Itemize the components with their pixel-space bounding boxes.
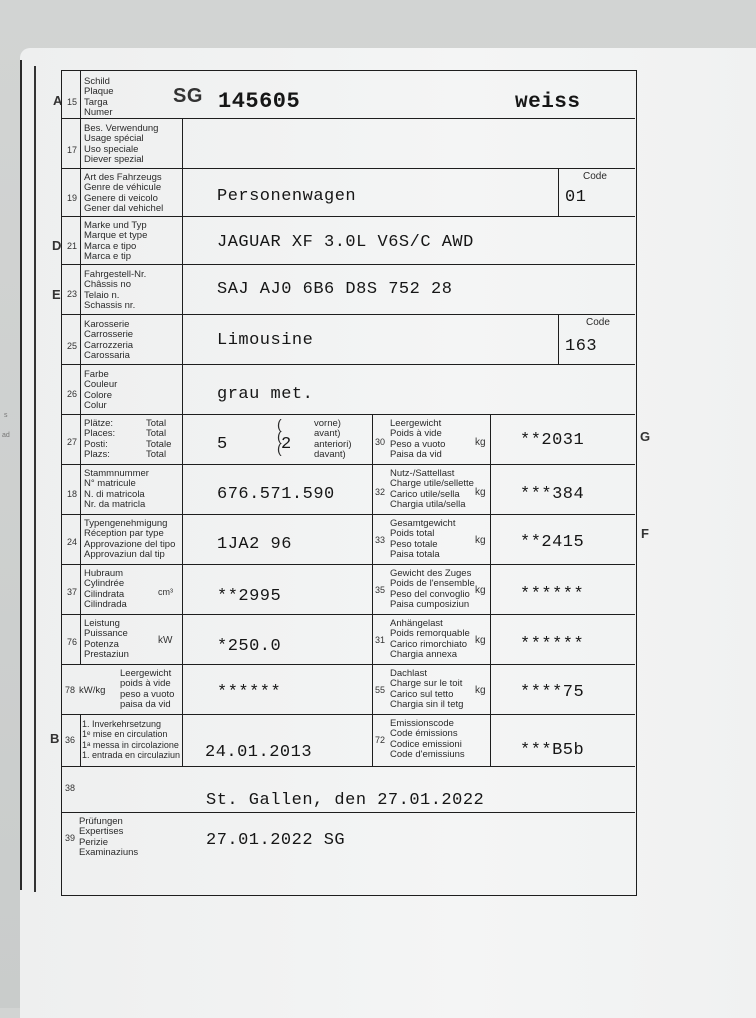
margin-letter-e: E xyxy=(52,287,61,302)
field-label: Gesamtgewicht Poids total Peso totale Paisa totala xyxy=(390,518,456,560)
field-label: Leistung Puissance Potenza Prestaziun xyxy=(84,618,129,660)
field-number: 76 xyxy=(67,637,78,647)
field-label: Schild Plaque Targa Numer xyxy=(84,76,114,118)
code-label: Code xyxy=(586,317,610,328)
color-value: grau met. xyxy=(217,385,314,404)
seats-front-label: vorne) avant) anteriori) davant) xyxy=(314,418,352,460)
unit-label: kg xyxy=(475,635,486,646)
row-plate xyxy=(62,71,635,119)
power-to-weight-value: ****** xyxy=(217,683,282,702)
displacement-value: **2995 xyxy=(217,587,282,606)
row-make-type xyxy=(62,217,635,265)
row-color xyxy=(62,365,635,415)
field-number: 31 xyxy=(375,635,386,645)
field-label: Emissionscode Code émissions Codice emissioni Code d'emissiuns xyxy=(390,718,465,760)
field-number: 38 xyxy=(65,783,76,793)
stray-mark-1: s xyxy=(4,412,8,419)
margin-rule xyxy=(34,66,36,892)
total-weight-value: **2415 xyxy=(520,533,585,552)
body-value: Limousine xyxy=(217,331,314,350)
unit-label: kg xyxy=(475,685,486,696)
row-displacement xyxy=(62,565,635,615)
margin-letter-g: G xyxy=(640,429,651,444)
unit-label: kg xyxy=(475,487,486,498)
field-label-weight: Leergewicht poids à vide peso a vuoto paisa da vid xyxy=(120,668,175,710)
field-label: Typengenehmigung Réception par type Approvazione del tipo Approvaziun dal tip xyxy=(84,518,176,560)
margin-letter-f: F xyxy=(641,526,649,541)
field-label: 1. Inverkehrsetzung 1ᵉ mise en circulation 1ᵃ messa in circolazione 1. entrada en circulaziun xyxy=(82,719,181,760)
field-label-total: Total Total Totale Total xyxy=(146,418,172,460)
margin-letter-a: A xyxy=(53,93,63,108)
row-chassis xyxy=(62,265,635,315)
row-place-date xyxy=(62,767,635,813)
trailer-load-value: ****** xyxy=(520,635,585,654)
unit-label: kg xyxy=(475,535,486,546)
canton-code: SG xyxy=(173,85,203,107)
field-label: Anhängelast Poids remorquable Carico rimorchiato Chargia annexa xyxy=(390,618,470,660)
payload-value: ***384 xyxy=(520,485,585,504)
seats-total-value: 5 xyxy=(217,435,228,454)
vehicle-registration-form xyxy=(61,70,637,896)
field-number: 19 xyxy=(67,193,78,203)
margin-letter-d: D xyxy=(52,238,62,253)
bracket: ( ( ( xyxy=(277,416,282,456)
chassis-number-value: SAJ AJ0 6B6 D8S 752 28 xyxy=(217,280,453,299)
field-number: 21 xyxy=(67,241,78,251)
row-special-use xyxy=(62,119,635,169)
place-date-value: St. Gallen, den 27.01.2022 xyxy=(206,791,485,810)
field-number: 15 xyxy=(67,97,78,107)
power-value: *250.0 xyxy=(217,637,282,656)
field-label: Fahrgestell-Nr. Châssis no Telaio n. Schassis nr. xyxy=(84,269,147,311)
field-number: 78 xyxy=(65,685,76,695)
row-inspections xyxy=(62,813,635,873)
field-label: Prüfungen Expertises Perizie Examinaziuns xyxy=(79,816,139,858)
unit-label: kW xyxy=(158,635,173,646)
row-type-approval xyxy=(62,515,635,565)
field-number: 23 xyxy=(67,289,78,299)
field-number: 32 xyxy=(375,487,386,497)
field-label: Nutz-/Sattellast Charge utile/sellette Carico utile/sella Chargia utila/sella xyxy=(390,468,474,510)
row-first-registration xyxy=(62,715,635,767)
field-label: Dachlast Charge sur le toit Carico sul tetto Chargia sin il tetg xyxy=(390,668,464,710)
empty-weight-value: **2031 xyxy=(520,431,585,450)
row-master-number xyxy=(62,465,635,515)
plate-number: 145605 xyxy=(218,89,301,114)
field-number: 35 xyxy=(375,585,386,595)
code-label: Code xyxy=(583,171,607,182)
body-code: 163 xyxy=(565,337,598,356)
field-label: kW/kg xyxy=(79,685,106,696)
field-number: 37 xyxy=(67,587,78,597)
field-number: 25 xyxy=(67,341,78,351)
row-seats-empty-weight xyxy=(62,415,635,465)
type-approval-value: 1JA2 96 xyxy=(217,535,292,554)
row-power xyxy=(62,615,635,665)
field-number: 17 xyxy=(67,145,78,155)
vehicle-kind-value: Personenwagen xyxy=(217,187,357,206)
first-registration-value: 24.01.2013 xyxy=(205,743,313,762)
master-number-value: 676.571.590 xyxy=(217,485,335,504)
field-number: 33 xyxy=(375,535,386,545)
field-number: 24 xyxy=(67,537,78,547)
seats-front-value: 2 xyxy=(281,435,292,454)
field-label: Gewicht des Zuges Poids de l'ensemble Peso del convoglio Paisa cumposiziun xyxy=(390,568,475,610)
field-number: 18 xyxy=(67,489,78,499)
binder-edge xyxy=(20,60,22,890)
field-number: 72 xyxy=(375,735,386,745)
field-number: 26 xyxy=(67,389,78,399)
field-number: 39 xyxy=(65,833,76,843)
stray-mark-2: ad xyxy=(2,432,10,439)
row-vehicle-kind xyxy=(62,169,635,217)
field-number: 30 xyxy=(375,437,386,447)
field-label: Hubraum Cylindrée Cilindrata Cilindrada xyxy=(84,568,127,610)
unit-label: kg xyxy=(475,585,486,596)
emission-code-value: ***B5b xyxy=(520,741,585,760)
field-label: Farbe Couleur Colore Colur xyxy=(84,369,118,411)
unit-label: cm³ xyxy=(158,587,173,597)
make-type-value: JAGUAR XF 3.0L V6S/C AWD xyxy=(217,233,474,252)
field-label: Karosserie Carrosserie Carrozzeria Carossaria xyxy=(84,319,134,361)
field-label: Bes. Verwendung Usage spécial Uso speciale Diever spezial xyxy=(84,123,159,165)
field-number: 27 xyxy=(67,437,78,447)
field-label: Art des Fahrzeugs Genre de véhicule Genere di veicolo Gener dal vehichel xyxy=(84,172,164,214)
row-body xyxy=(62,315,635,365)
field-label: Stammnummer N° matricule N. di matricola Nr. da matricla xyxy=(84,468,149,510)
inspections-value: 27.01.2022 SG xyxy=(206,831,346,850)
margin-letter-b: B xyxy=(50,731,60,746)
vehicle-kind-code: 01 xyxy=(565,188,587,207)
field-label: Plätze: Places: Posti: Plazs: xyxy=(84,418,116,460)
plate-color: weiss xyxy=(515,91,581,114)
field-label: Marke und Typ Marque et type Marca e tipo Marca e tip xyxy=(84,220,148,262)
field-label: Leergewicht Poids à vide Peso a vuoto Paisa da vid xyxy=(390,418,446,460)
row-power-to-weight xyxy=(62,665,635,715)
unit-label: kg xyxy=(475,437,486,448)
roof-load-value: ****75 xyxy=(520,683,585,702)
field-number: 55 xyxy=(375,685,386,695)
train-weight-value: ****** xyxy=(520,585,585,604)
field-number: 36 xyxy=(65,735,76,745)
